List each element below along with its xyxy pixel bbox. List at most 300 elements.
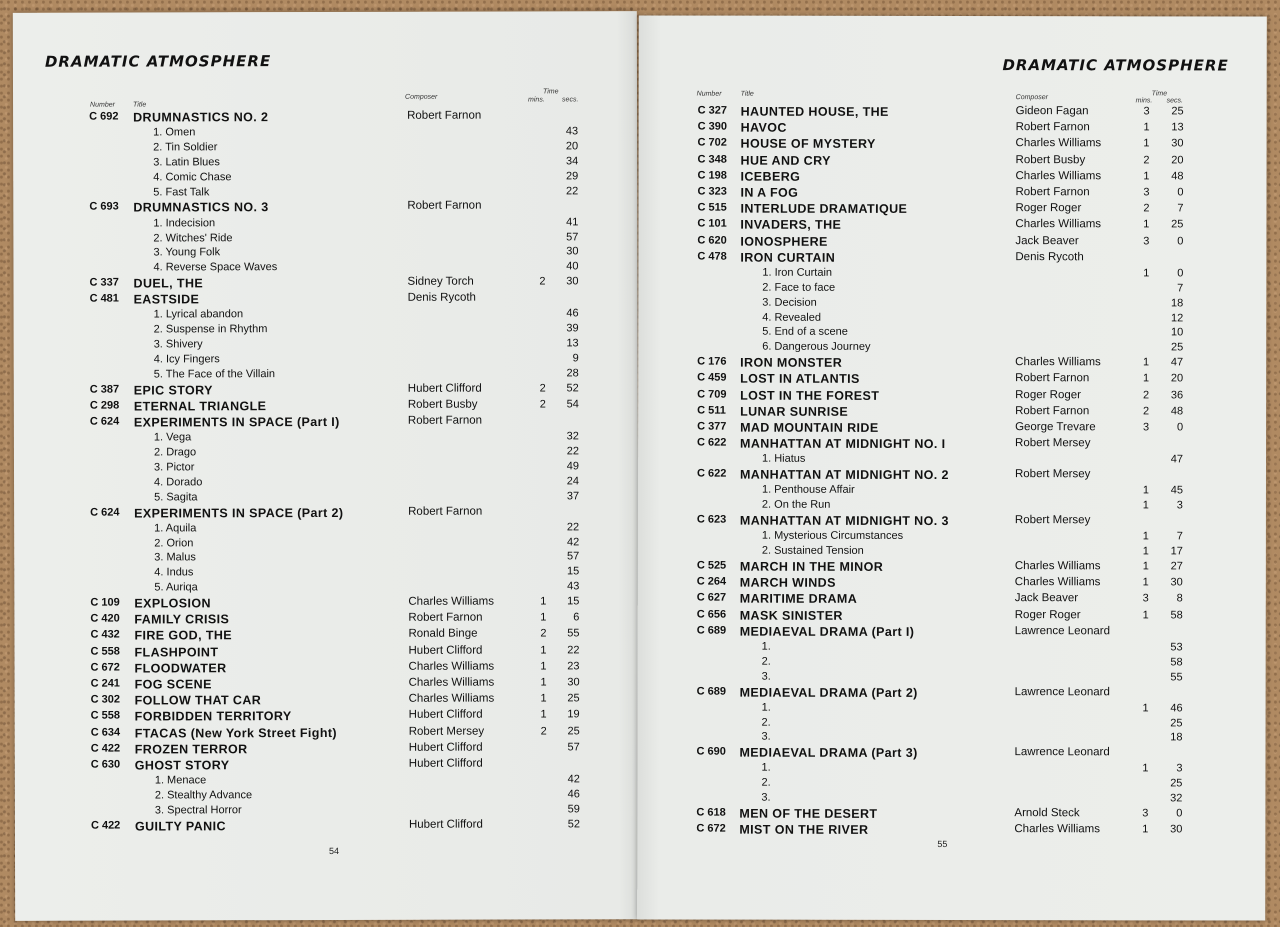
duration-seconds: 57 — [566, 230, 579, 243]
duration-minutes: 3 — [1143, 234, 1150, 247]
composer: Lawrence Leonard — [1014, 624, 1110, 638]
duration-seconds: 23 — [567, 660, 580, 673]
sub-track-row — [13, 125, 613, 142]
sub-track-title: 5. End of a scene — [762, 326, 848, 339]
composer: Charles Williams — [1014, 823, 1101, 836]
composer: Jack Beaver — [1014, 592, 1079, 605]
entry-title: HAVOC — [740, 120, 787, 135]
catalogue-number: C 109 — [90, 596, 120, 609]
sub-track-row — [638, 453, 1238, 469]
entry-title: GUILTY PANIC — [134, 819, 226, 834]
composer: Robert Farnon — [407, 109, 482, 122]
composer: Robert Farnon — [1015, 121, 1090, 134]
composer: Charles Williams — [1015, 137, 1102, 150]
entry-row — [15, 692, 615, 709]
catalogue-number: C 627 — [696, 591, 727, 604]
entry-row — [14, 644, 614, 661]
entry-row — [638, 372, 1238, 388]
composer: Robert Mersey — [1015, 437, 1091, 450]
composer: Hubert Clifford — [408, 757, 483, 770]
duration-seconds: 55 — [1170, 671, 1183, 684]
duration-minutes: 1 — [1142, 762, 1149, 775]
sub-track-title: 5. Fast Talk — [153, 185, 210, 199]
duration-minutes: 3 — [1142, 807, 1149, 820]
catalogue-number: C 525 — [696, 559, 727, 572]
duration-seconds: 49 — [566, 460, 580, 473]
column-header-mins: mins. — [1135, 97, 1153, 105]
catalogue-number: C 634 — [90, 726, 121, 739]
duration-seconds: 54 — [566, 398, 579, 411]
duration-minutes: 1 — [540, 676, 547, 689]
composer: Hubert Clifford — [407, 382, 482, 395]
duration-minutes: 1 — [1142, 560, 1149, 573]
sub-track-row — [638, 326, 1238, 342]
entry-title: DRUMNASTICS NO. 3 — [133, 200, 269, 215]
sub-track-title: 1. Iron Curtain — [762, 266, 833, 279]
entry-title: EASTSIDE — [133, 292, 200, 307]
entry-row — [15, 818, 615, 835]
duration-minutes: 1 — [1143, 137, 1150, 150]
composer: Sidney Torch — [407, 275, 474, 288]
duration-seconds: 30 — [566, 275, 579, 288]
duration-seconds: 30 — [1170, 823, 1183, 836]
sub-track-title: 3. Malus — [154, 551, 196, 564]
composer: Roger Roger — [1015, 388, 1081, 401]
sub-track-title: 5. Auriqa — [154, 581, 198, 594]
composer: Robert Farnon — [1015, 186, 1090, 199]
entry-title: MIST ON THE RIVER — [739, 822, 869, 838]
entry-title: FIRE GOD, THE — [134, 628, 233, 643]
catalogue-number: C 690 — [696, 745, 726, 758]
entry-title: EXPERIMENTS IN SPACE (Part I) — [133, 415, 340, 430]
catalogue-number: C 672 — [90, 661, 120, 674]
sub-track-row — [14, 337, 614, 354]
column-header-secs: secs. — [562, 96, 579, 104]
catalogue-number: C 624 — [89, 415, 120, 428]
duration-minutes: 1 — [1143, 267, 1150, 280]
sub-track-row — [14, 551, 614, 568]
catalogue-number: C 558 — [90, 709, 121, 723]
catalogue-number: C 511 — [697, 404, 726, 417]
entry-row — [13, 200, 613, 217]
sub-track-title: 1. — [761, 640, 771, 653]
entry-title: MARITIME DRAMA — [739, 591, 858, 607]
composer: Ronald Binge — [408, 627, 478, 641]
duration-seconds: 9 — [572, 352, 579, 365]
duration-seconds: 47 — [1170, 356, 1184, 369]
duration-seconds: 28 — [566, 367, 579, 380]
duration-seconds: 57 — [566, 550, 580, 563]
duration-minutes: 2 — [539, 382, 546, 395]
sub-track-row — [637, 792, 1237, 808]
duration-minutes: 3 — [1142, 592, 1149, 605]
entry-title: HAUNTED HOUSE, THE — [740, 104, 889, 119]
duration-minutes: 3 — [1143, 105, 1150, 118]
catalogue-number: C 481 — [89, 292, 119, 305]
entry-row — [638, 250, 1238, 266]
duration-seconds: 25 — [567, 692, 580, 705]
sub-track-title: 1. Lyrical abandon — [153, 308, 244, 321]
entry-row — [13, 109, 613, 126]
duration-minutes: 1 — [540, 660, 547, 673]
duration-minutes: 1 — [540, 692, 547, 705]
entry-title: MAD MOUNTAIN RIDE — [740, 420, 879, 435]
entry-row — [638, 218, 1238, 234]
entry-title: FLOODWATER — [134, 661, 227, 676]
entry-title: IRON CURTAIN — [740, 250, 836, 265]
entry-row — [14, 628, 614, 645]
sub-track-title: 5. Sagita — [154, 491, 198, 504]
duration-seconds: 55 — [567, 627, 580, 640]
duration-seconds: 40 — [566, 260, 579, 273]
entry-row — [638, 559, 1238, 575]
entry-title: FTACAS (New York Street Fight) — [134, 725, 338, 741]
composer: Roger Roger — [1015, 202, 1082, 215]
entry-title: MANHATTAN AT MIDNIGHT NO. 3 — [739, 513, 949, 529]
duration-seconds: 22 — [567, 643, 580, 656]
composer: Charles Williams — [1015, 169, 1102, 183]
duration-seconds: 37 — [566, 490, 580, 503]
composer: Gideon Fagan — [1015, 105, 1089, 118]
sub-track-title: 6. Dangerous Journey — [762, 340, 871, 354]
entry-title: MEDIAEVAL DRAMA (Part 3) — [739, 745, 918, 761]
composer: Denis Rycoth — [407, 291, 476, 305]
sub-track-row — [14, 580, 614, 597]
entry-row — [638, 234, 1238, 250]
entry-row — [638, 468, 1238, 484]
duration-seconds: 47 — [1170, 453, 1184, 466]
catalogue-number: C 387 — [89, 383, 120, 396]
sub-track-row — [638, 545, 1238, 561]
column-header-title: Title — [133, 101, 147, 109]
duration-seconds: 10 — [1170, 326, 1184, 339]
duration-seconds: 19 — [567, 708, 580, 721]
sub-track-row — [14, 308, 614, 325]
duration-minutes: 1 — [540, 611, 547, 624]
catalogue-number: C 264 — [696, 575, 727, 588]
entry-title: LOST IN ATLANTIS — [740, 371, 860, 387]
duration-seconds: 30 — [567, 676, 580, 689]
duration-minutes: 2 — [539, 398, 546, 411]
entry-row — [14, 275, 614, 292]
entry-row — [638, 685, 1238, 701]
entry-row — [14, 414, 614, 431]
duration-seconds: 25 — [1171, 218, 1184, 231]
entry-title: EPIC STORY — [133, 382, 213, 398]
duration-minutes: 1 — [1143, 121, 1150, 134]
duration-seconds: 32 — [566, 430, 579, 443]
sub-track-row — [638, 311, 1238, 327]
page-header: DRAMATIC ATMOSPHERE — [44, 52, 272, 71]
duration-seconds: 41 — [566, 215, 579, 229]
catalogue-number: C 515 — [697, 201, 727, 214]
sub-track-title: 2. — [761, 655, 771, 668]
sub-track-title: 1. Indecision — [153, 216, 216, 230]
entry-title: MEDIAEVAL DRAMA (Part I) — [739, 624, 915, 639]
sub-track-title: 4. Revealed — [762, 311, 821, 324]
duration-minutes: 1 — [540, 708, 547, 721]
duration-seconds: 22 — [566, 521, 580, 534]
entry-row — [638, 185, 1238, 201]
duration-seconds: 7 — [1177, 282, 1184, 295]
sub-track-title: 1. — [761, 762, 771, 775]
entry-row — [637, 806, 1237, 822]
duration-minutes: 1 — [1143, 356, 1150, 369]
entry-title: MASK SINISTER — [739, 608, 843, 623]
catalogue-number: C 693 — [89, 200, 119, 214]
sub-track-title: 2. Orion — [154, 536, 194, 550]
duration-seconds: 43 — [567, 580, 580, 593]
catalogue-number: C 390 — [697, 120, 727, 133]
composer: Charles Williams — [1015, 218, 1102, 231]
duration-seconds: 8 — [1176, 592, 1183, 605]
sub-track-title: 4. Reverse Space Waves — [153, 261, 278, 274]
sub-track-row — [638, 701, 1238, 717]
duration-minutes: 1 — [1142, 499, 1149, 512]
entry-row — [14, 595, 614, 612]
catalogue-number: C 630 — [90, 758, 121, 771]
duration-seconds: 39 — [566, 322, 579, 335]
duration-seconds: 20 — [1170, 372, 1184, 385]
sub-track-title: 3. Pictor — [153, 461, 195, 474]
duration-minutes: 2 — [1143, 202, 1150, 215]
entry-title: FOLLOW THAT CAR — [134, 693, 262, 708]
catalogue-number: C 432 — [90, 628, 120, 642]
entry-title: ICEBERG — [740, 169, 801, 184]
composer: Hubert Clifford — [408, 741, 483, 754]
duration-seconds: 0 — [1177, 267, 1184, 280]
sub-track-title: 2. Sustained Tension — [761, 544, 864, 557]
duration-minutes: 3 — [1143, 186, 1150, 199]
entry-row — [14, 291, 614, 308]
entry-row — [638, 169, 1238, 185]
duration-seconds: 22 — [566, 445, 579, 458]
composer: Hubert Clifford — [408, 818, 483, 831]
catalogue-number: C 348 — [697, 153, 727, 166]
catalogue-number: C 323 — [697, 185, 727, 198]
duration-minutes: 2 — [1142, 388, 1150, 401]
column-header-time: Time — [543, 88, 559, 96]
duration-seconds: 46 — [1170, 702, 1183, 715]
duration-seconds: 30 — [1170, 576, 1183, 589]
duration-seconds: 42 — [566, 535, 580, 548]
composer: Hubert Clifford — [408, 644, 483, 657]
duration-minutes: 1 — [1143, 170, 1150, 183]
sub-track-row — [14, 490, 614, 507]
entry-title: HUE AND CRY — [740, 153, 831, 168]
entry-row — [14, 611, 614, 628]
sub-track-title: 2. — [761, 776, 771, 789]
catalogue-number: C 101 — [697, 217, 727, 230]
entry-title: ETERNAL TRIANGLE — [133, 399, 267, 414]
entry-row — [638, 420, 1238, 436]
sub-track-title: 3. Young Folk — [153, 246, 221, 259]
duration-seconds: 22 — [566, 184, 579, 197]
duration-minutes: 1 — [540, 595, 547, 608]
composer: Robert Farnon — [1015, 404, 1090, 417]
entry-row — [638, 437, 1238, 453]
entry-title: INVADERS, THE — [740, 218, 842, 233]
duration-seconds: 7 — [1177, 202, 1184, 215]
sub-track-row — [638, 281, 1238, 297]
catalogue-number: C 622 — [696, 467, 727, 480]
right-page — [637, 15, 1267, 920]
composer: Robert Farnon — [1015, 372, 1090, 385]
column-header-number: Number — [90, 101, 115, 109]
sub-track-title: 1. — [761, 701, 771, 714]
duration-minutes: 3 — [1142, 421, 1150, 434]
entry-title: EXPLOSION — [134, 596, 211, 611]
duration-minutes: 1 — [1142, 484, 1149, 497]
catalogue-number: C 420 — [90, 612, 120, 625]
sub-track-row — [638, 530, 1238, 546]
catalogue-number: C 478 — [697, 250, 727, 263]
duration-seconds: 0 — [1176, 421, 1184, 434]
entry-title: HOUSE OF MYSTERY — [740, 137, 876, 152]
sub-track-title: 3. — [761, 791, 771, 804]
entry-title: MEDIAEVAL DRAMA (Part 2) — [739, 685, 918, 700]
duration-minutes: 2 — [540, 725, 547, 738]
catalogue-number: C 377 — [697, 420, 727, 433]
duration-seconds: 25 — [567, 724, 580, 737]
sub-track-title: 1. Aquila — [154, 522, 197, 535]
duration-seconds: 25 — [1170, 777, 1183, 790]
entry-row — [638, 388, 1238, 404]
sub-track-row — [638, 266, 1238, 282]
duration-seconds: 24 — [566, 475, 580, 488]
composer: George Trevare — [1015, 421, 1096, 434]
duration-minutes: 2 — [1143, 153, 1150, 166]
catalogue-number: C 198 — [697, 169, 727, 182]
sub-track-title: 4. Dorado — [154, 476, 203, 489]
sub-track-title: 3. — [761, 731, 771, 744]
duration-seconds: 46 — [567, 788, 580, 801]
composer: Charles Williams — [1014, 576, 1101, 589]
duration-minutes: 1 — [1142, 530, 1149, 543]
catalogue-number: C 298 — [89, 399, 120, 412]
sub-track-row — [15, 773, 615, 790]
sub-track-title: 2. Stealthy Advance — [154, 789, 253, 802]
sub-track-row — [638, 716, 1238, 732]
entry-row — [638, 202, 1238, 218]
duration-seconds: 0 — [1177, 186, 1184, 199]
catalogue-number: C 624 — [90, 506, 120, 519]
composer: Lawrence Leonard — [1014, 685, 1110, 698]
duration-seconds: 17 — [1170, 545, 1183, 558]
duration-seconds: 25 — [1171, 105, 1184, 118]
catalogue-number: C 702 — [697, 136, 727, 149]
sub-track-title: 5. The Face of the Villain — [153, 367, 276, 381]
entry-title: LUNAR SUNRISE — [740, 404, 849, 419]
duration-seconds: 0 — [1177, 234, 1184, 247]
duration-seconds: 30 — [1171, 137, 1184, 150]
duration-minutes: 1 — [1142, 608, 1149, 621]
sub-track-title: 4. Comic Chase — [153, 170, 232, 184]
entry-title: FORBIDDEN TERRITORY — [134, 709, 292, 724]
duration-seconds: 45 — [1170, 484, 1183, 497]
catalogue-number: C 672 — [696, 822, 726, 835]
column-header-title: Title — [740, 90, 754, 98]
duration-seconds: 7 — [1176, 530, 1183, 543]
duration-seconds: 48 — [1170, 405, 1184, 418]
duration-seconds: 15 — [567, 565, 580, 578]
composer: Robert Busby — [1015, 153, 1086, 166]
sub-track-row — [638, 296, 1238, 312]
composer: Charles Williams — [408, 660, 495, 673]
entry-row — [15, 741, 615, 758]
entry-title: FOG SCENE — [134, 677, 212, 692]
sub-track-row — [638, 640, 1238, 656]
sub-track-title: 1. Vega — [153, 431, 192, 444]
entry-row — [637, 823, 1237, 839]
duration-seconds: 53 — [1170, 641, 1183, 654]
entry-row — [15, 709, 615, 726]
duration-seconds: 18 — [1171, 297, 1184, 310]
entry-title: MARCH WINDS — [739, 575, 836, 590]
duration-seconds: 32 — [1170, 792, 1183, 805]
composer: Robert Farnon — [408, 505, 483, 518]
entry-row — [638, 513, 1238, 529]
duration-seconds: 20 — [1171, 153, 1184, 166]
entry-row — [638, 608, 1238, 624]
entry-title: FAMILY CRISIS — [134, 612, 230, 627]
entry-title: MEN OF THE DESERT — [739, 806, 878, 821]
entry-title: MANHATTAN AT MIDNIGHT NO. 2 — [739, 467, 949, 483]
entry-title: DRUMNASTICS NO. 2 — [133, 110, 269, 125]
duration-seconds: 12 — [1171, 311, 1184, 324]
sub-track-row — [638, 731, 1238, 747]
sub-track-row — [638, 670, 1238, 686]
duration-minutes: 2 — [540, 627, 547, 640]
entry-title: MANHATTAN AT MIDNIGHT NO. I — [740, 436, 946, 452]
entry-row — [639, 137, 1239, 153]
duration-seconds: 0 — [1176, 807, 1183, 820]
duration-seconds: 6 — [573, 611, 580, 624]
entry-title: IONOSPHERE — [740, 234, 828, 249]
column-header-mins: mins. — [528, 96, 545, 104]
entry-row — [637, 746, 1237, 762]
duration-seconds: 13 — [566, 337, 579, 350]
composer: Robert Mersey — [1014, 468, 1091, 481]
composer: Robert Busby — [407, 398, 478, 411]
duration-seconds: 3 — [1176, 762, 1183, 775]
page-number: 54 — [328, 845, 340, 856]
sub-track-title: 3. Latin Blues — [153, 156, 220, 169]
duration-seconds: 13 — [1171, 121, 1184, 134]
entry-row — [638, 624, 1238, 640]
entry-title: IN A FOG — [740, 185, 799, 200]
duration-seconds: 25 — [1170, 716, 1183, 729]
entry-row — [639, 104, 1239, 120]
entry-row — [638, 592, 1238, 608]
catalogue-number: C 689 — [696, 685, 726, 698]
sub-track-row — [638, 499, 1238, 515]
catalogue-number: C 176 — [697, 355, 727, 368]
composer: Charles Williams — [408, 595, 494, 608]
entry-title: INTERLUDE DRAMATIQUE — [740, 201, 908, 217]
catalogue-number: C 709 — [697, 388, 727, 401]
entry-row — [14, 398, 614, 415]
sub-track-row — [638, 484, 1238, 500]
duration-seconds: 36 — [1170, 388, 1184, 401]
sub-track-row — [637, 777, 1237, 793]
sub-track-title: 2. — [761, 716, 771, 729]
sub-track-title: 1. Hiatus — [762, 452, 806, 466]
duration-minutes: 1 — [1143, 372, 1150, 385]
composer: Robert Farnon — [407, 200, 482, 213]
page-header: DRAMATIC ATMOSPHERE — [1002, 56, 1229, 75]
column-header-composer: Composer — [405, 93, 438, 101]
